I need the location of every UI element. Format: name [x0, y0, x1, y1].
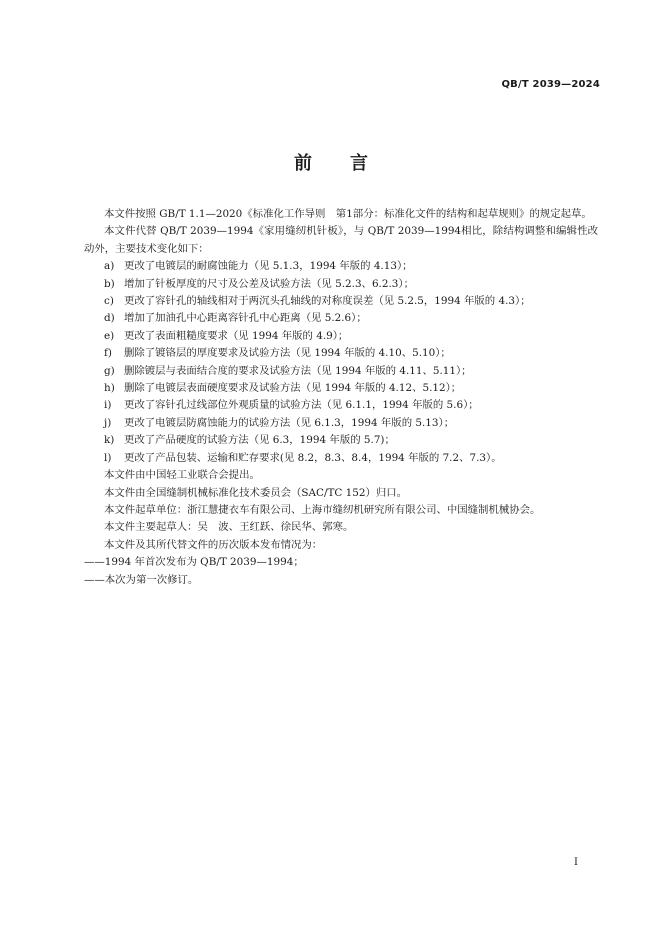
list-marker: k)	[104, 434, 115, 447]
list-marker: h)	[104, 382, 115, 395]
changes-list	[84, 258, 598, 467]
foreword-body	[84, 206, 598, 589]
list-item	[84, 415, 598, 432]
list-text: 删除镀层与表面结合度的要求及试验方法（见 1994 年版的 4.11、5.11）；	[124, 364, 472, 377]
history-item: ——1994 年首次发布为 QB/T 2039—1994；	[84, 556, 304, 569]
list-text: 增加了加油孔中心距离容针孔中心距离（见 5.2.6）；	[124, 312, 367, 325]
list-item	[84, 450, 598, 467]
list-marker: f)	[104, 347, 112, 360]
list-marker: c)	[104, 295, 114, 308]
list-marker: a)	[104, 260, 115, 273]
page-number: I	[574, 857, 578, 868]
list-item	[84, 397, 598, 414]
list-item	[84, 345, 598, 362]
list-text: 更改了容针孔过线部位外观质量的试验方法（见 6.1.1，1994 年版的 5.6）；	[124, 399, 479, 412]
list-text: 删除了电镀层表面硬度要求及试验方法（见 1994 年版的 4.12、5.12）；	[124, 382, 462, 395]
committee-statement: 本文件由全国缝制机械标准化技术委员会（SAC/TC 152）归口。	[104, 486, 408, 499]
list-marker: b)	[104, 277, 115, 290]
list-item	[84, 310, 598, 327]
title-char-1: 前	[294, 153, 312, 174]
list-item	[84, 293, 598, 310]
title-char-2: 言	[350, 153, 368, 174]
history-intro: 本文件及其所代替文件的历次版本发布情况为：	[104, 538, 323, 551]
list-item	[84, 363, 598, 380]
document-code: QB/T 2039—2024	[501, 79, 600, 90]
drafting-units: 本文件起草单位：浙江慧捷衣车有限公司、上海市缝纫机研究所有限公司、中国缝制机械协会。	[104, 503, 541, 516]
list-text: 更改了表面粗糙度要求（见 1994 年版的 4.9）；	[124, 329, 349, 342]
list-text: 更改了产品硬度的试验方法（见 6.3，1994 年版的 5.7)；	[124, 434, 395, 447]
drafters: 本文件主要起草人：吴 波、王红跃、徐民华、郭寒。	[104, 521, 354, 534]
list-item	[84, 432, 598, 449]
list-marker: i)	[104, 399, 112, 412]
list-item	[84, 380, 598, 397]
list-text: 更改了电镀层的耐腐蚀能力（见 5.1.3，1994 年版的 4.13）；	[124, 260, 413, 273]
intro-paragraph-1: 本文件按照 GB/T 1.1—2020《标准化工作导则 第1部分：标准化文件的结构和起草规则》的规定起草。	[104, 208, 592, 220]
list-text: 更改了产品包装、运输和贮存要求(见 8.2，8.3、8.4，1994 年版的 7.2、7.3）。	[124, 451, 502, 464]
list-text: 更改了电镀层防腐蚀能力的试验方法（见 6.1.3，1994 年版的 5.13）；	[124, 416, 455, 429]
list-marker: d)	[104, 312, 115, 325]
list-marker: e)	[104, 329, 115, 342]
list-item	[84, 328, 598, 345]
list-marker: l)	[104, 451, 112, 464]
intro-paragraph-2: 本文件代替 QB/T 2039—1994《家用缝纫机针板》，与 QB/T 2039—1994相比，除结构调整和编辑性改动外，主要技术变化如下：	[84, 225, 598, 255]
history-item: ——本次为第一次修订。	[84, 573, 199, 586]
list-text: 删除了镀铬层的厚度要求及试验方法（见 1994 年版的 4.10、5.10）；	[124, 347, 451, 360]
proposer-statement: 本文件由中国轻工业联合会提出。	[104, 469, 260, 482]
list-item	[84, 258, 598, 275]
list-text: 增加了针板厚度的尺寸及公差及试验方法（见 5.2.3、6.2.3）；	[124, 277, 414, 290]
page-title	[0, 149, 662, 175]
list-item	[84, 276, 598, 293]
list-text: 更改了容针孔的轴线相对于两沉头孔轴线的对称度误差（见 5.2.5，1994 年版的 4.3）；	[124, 295, 531, 308]
list-marker: g)	[104, 364, 115, 377]
list-marker: j)	[104, 416, 112, 429]
